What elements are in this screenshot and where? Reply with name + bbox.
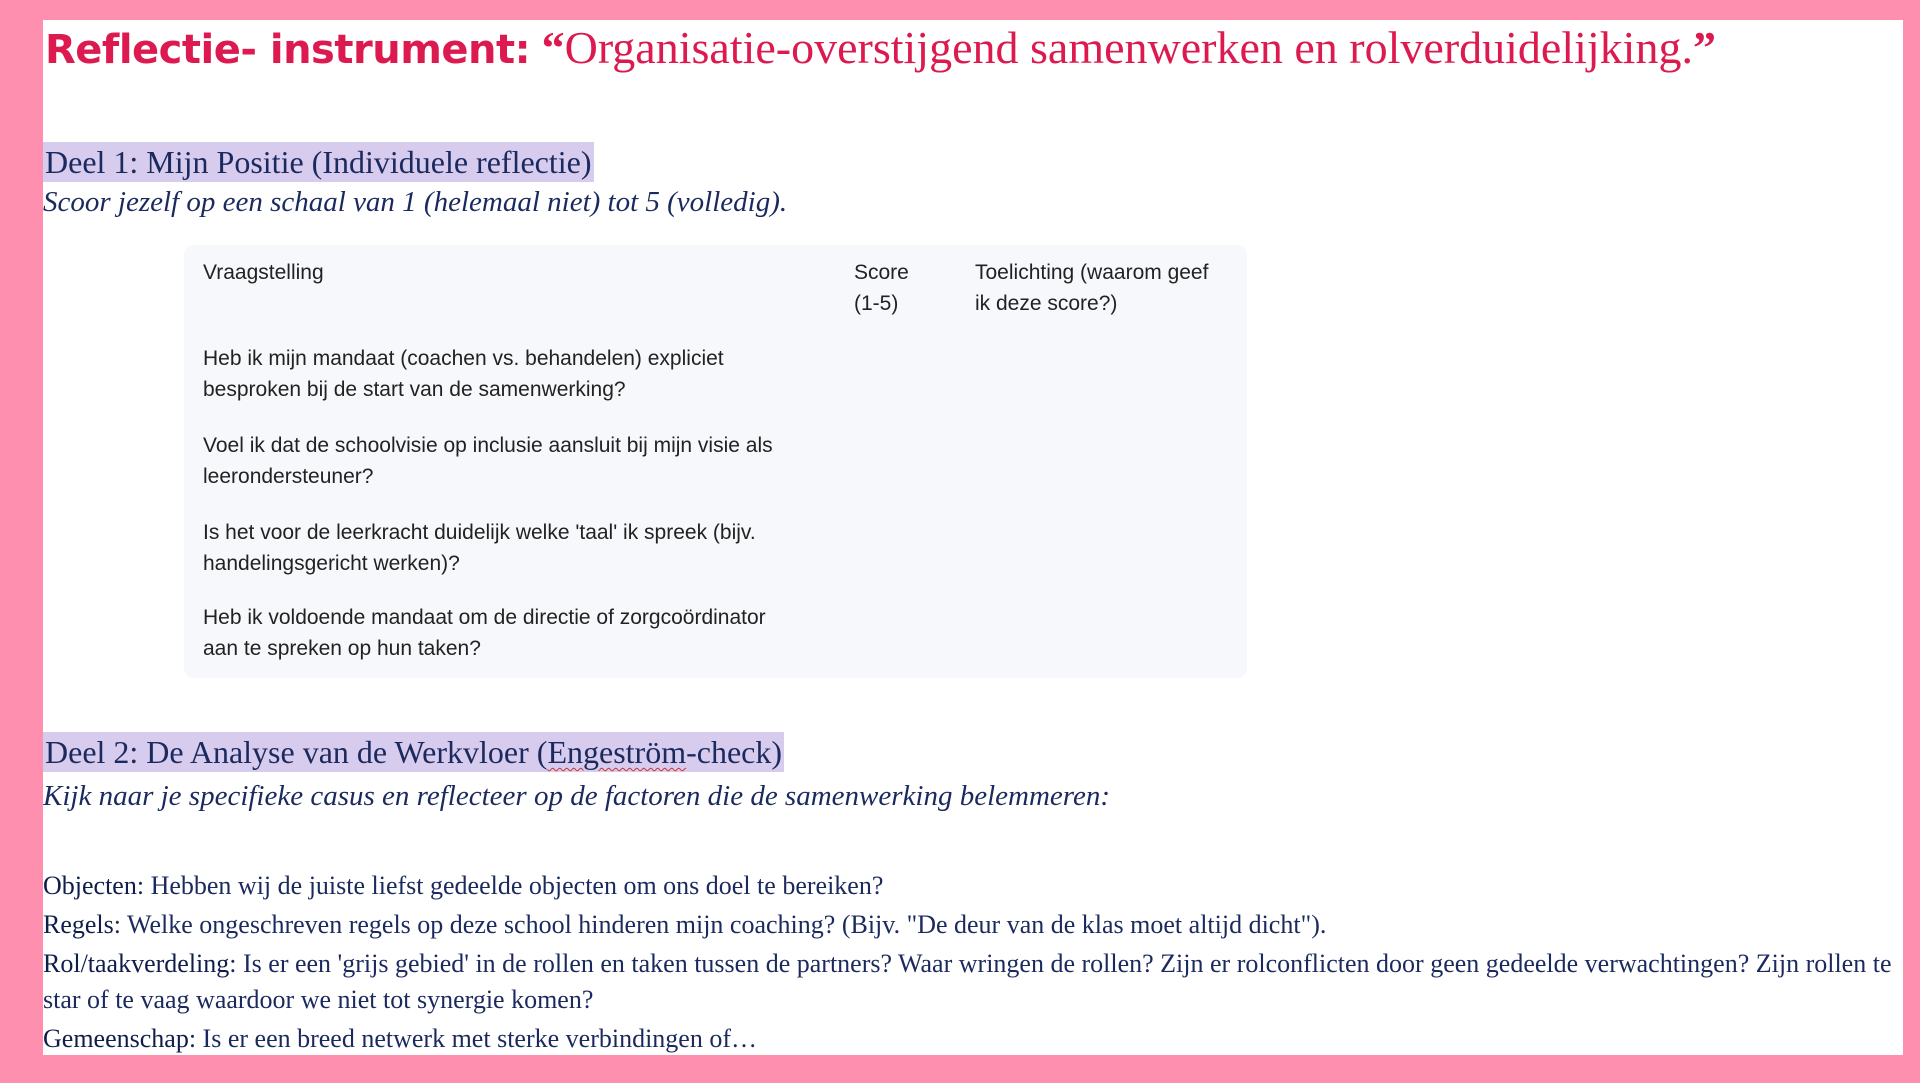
part2-heading [43,732,784,772]
factor-text: : Is er een 'grijs gebied' in de rollen en taken tussen de partners? Waar wringen de rollen? Zijn er rolconflicten door geen gedeelde verwachtingen? Zijn rollen te star of te vaag waardoor we niet tot synergie komen? [43,949,1892,1014]
col-header-score [854,257,909,319]
row-4-line2: aan te spreken op hun taken? [203,637,481,660]
title-text: Organisatie-overstijgend samenwerken en rolverduidelijking. [564,22,1693,73]
row-2-line1: Voel ik dat de schoolvisie op inclusie aansluit bij mijn visie als [203,434,773,457]
factor-list [43,868,1893,1055]
row-3-line1: Is het voor de leerkracht duidelijk welke 'taal' ik spreek (bijv. [203,521,756,544]
document-title [45,20,1716,75]
factor-term: Objecten [43,871,137,900]
col-header-note [975,257,1208,319]
list-item [43,946,1893,1018]
part2-heading-pre: Deel 2: De Analyse van de Werkvloer ( [45,734,548,770]
row-1-line1: Heb ik mijn mandaat (coachen vs. behandelen) expliciet [203,347,724,370]
col-header-note-line1: Toelichting (waarom geef [975,261,1209,284]
table-row [203,430,843,492]
title-bold: Reflectie- instrument: [45,27,531,73]
part2-heading-mark: Engeström [547,734,687,770]
part1-instruction: Scoor jezelf op een schaal van 1 (helemaal niet) tot 5 (volledig). [43,186,788,218]
list-item [43,907,1893,943]
factor-term: Gemeenschap [43,1024,189,1053]
table-row [203,517,843,579]
table-row [203,343,843,405]
factor-text: : Welke ongeschreven regels op deze school hinderen mijn coaching? (Bijv. "De deur van de klas moet altijd dicht"). [113,910,1327,939]
col-header-note-line2: ik deze score?) [975,292,1118,315]
part2-heading-post: -check) [686,734,782,770]
title-open-quote: “ [541,22,565,73]
factor-text: : Is er een breed netwerk met sterke verbindingen of… [188,1024,757,1053]
col-header-score-line2: (1-5) [854,292,899,315]
row-4-line1: Heb ik voldoende mandaat om de directie of zorgcoördinator [203,606,766,629]
row-1-line2: besproken bij de start van de samenwerking? [203,378,626,401]
row-2-line2: leerondersteuner? [203,465,374,488]
part1-heading: Deel 1: Mijn Positie (Individuele reflectie) [45,144,592,180]
document-page [43,20,1903,1055]
col-header-question: Vraagstelling [203,261,324,284]
part2-instruction: Kijk naar je specifieke casus en reflecteer op de factoren die de samenwerking belemmeren: [43,780,1111,812]
factor-text: : Hebben wij de juiste liefst gedeelde objecten om ons doel te bereiken? [136,871,884,900]
title-close-quote: ” [1692,22,1716,73]
list-item [43,1021,1893,1055]
table-row [203,602,843,664]
col-header-score-line1: Score [854,261,909,284]
list-item [43,868,1893,904]
reflection-table [184,245,1247,678]
factor-term: Regels [43,910,114,939]
row-3-line2: handelingsgericht werken)? [203,552,460,575]
factor-term: Rol/taakverdeling [43,949,230,978]
